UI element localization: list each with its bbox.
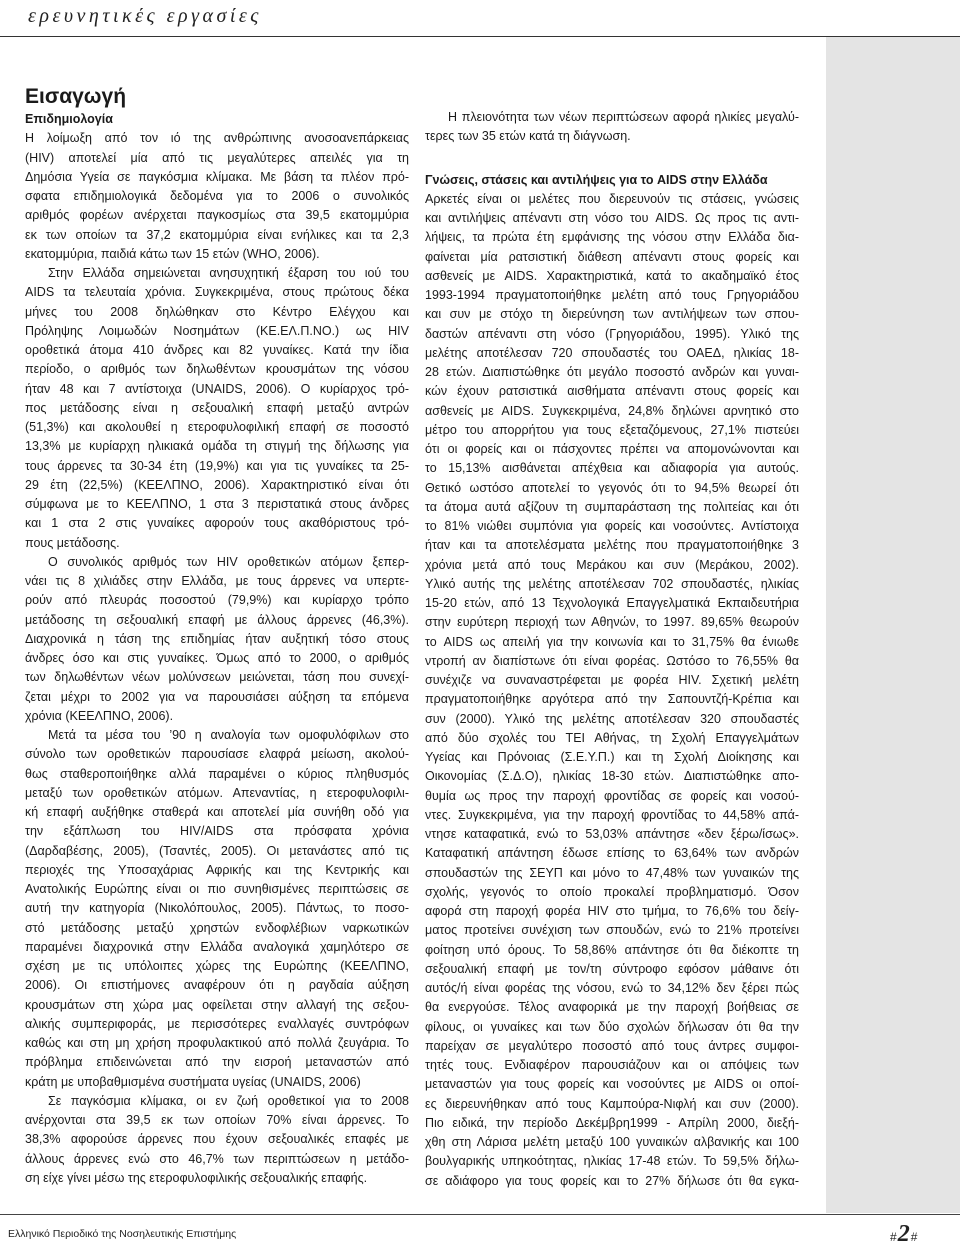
text-line: σύνολο των οροθετικών παρουσίασε ελαφρά μείωση, ακολού- — [25, 747, 409, 762]
paragraph — [25, 264, 409, 553]
text-line: και αντιλήψεις απέναντι στη νόσο του AIDS. Ως προς τις αντι- — [425, 211, 799, 225]
text-line: ασθενείς με AIDS. Χαρακτηριστικά, κατά το ακαδημαϊκό έτος — [425, 268, 799, 283]
text-line: θως σταθεροποιήθηκε αλλά παραμένει ο κύριος πληθυσμός — [25, 766, 409, 781]
text-line: αφορά στη παροχή φορέα HIV στο τμήμα, το 76,6% του δείγ- — [425, 904, 799, 918]
text-line: στό μετάδοσης μεταξύ χρηστών ενδοφλέβιων ναρκωτικών — [25, 920, 409, 935]
paragraph — [25, 1092, 409, 1188]
text-line: ση είχε γίνει μέσω της ετεροφυλοφιλικής σεξουαλικής επαφής. — [25, 1170, 368, 1185]
text-line: ανέρχονται στα 39,5 εκ των οποίων 70% είναι άρρενες. Το — [25, 1113, 409, 1127]
text-line: αυτή την κατηγορία (Νικολόπουλος, 2005). Πάντως, το ποσο- — [25, 901, 409, 916]
text-line: θα ενεργούσε. Τέλος αναφορικά με την παροχή βοήθειας σε — [425, 1000, 799, 1015]
text-line: 13,3% με κυρίαρχη ηλικιακά ομάδα τη στιγμή της δήλωσης για — [25, 439, 409, 454]
text-line: την εξάπλωση του HIV/AIDS στα πρόσφατα χρόνια — [25, 824, 409, 839]
text-line: 1993-1994 πραγματοποιήθηκε μελέτη από τους Γρηγοριάδου — [425, 288, 799, 302]
text-line: λήψεις, τα πρώτα έτη εμφάνισης της νόσου στην Ελλάδα δια- — [425, 230, 799, 245]
text-line: ασθενείς με AIDS. Συγκεκριμένα, 24,8% δηλώνει αρνητικό στο — [425, 403, 799, 418]
right-column — [425, 108, 799, 1191]
text-line: Ο συνολικός αριθμός των HIV οροθετικών ατόμων ξεπερ- — [48, 554, 409, 569]
text-line: δαστών απέναντι στη νόσο (Γρηγοριάδου, 1995). Υλικό της — [425, 326, 799, 341]
text-line: αριθμός φορέων ανέρχεται παγκοσμίως στα 39,5 εκατομμύρια — [25, 208, 409, 223]
text-line: μεταναστών για τους φορείς και νοσούντες με AIDS οι οποί- — [425, 1077, 799, 1092]
paragraph — [425, 190, 799, 1191]
section-running-head: ερευνητικές εργασίες — [28, 5, 262, 27]
text-line: (51,3%) και ακολουθεί η ετεροφυλοφιλική επαφή σε ποσοστό — [25, 420, 409, 434]
text-line: κών έχουν ρατσιστικά αισθήματα απέναντι στους φορείς και — [425, 384, 799, 399]
text-line: 38,3% αφορούσε άρρενες που έχουν σεξουαλικές επαφές με — [25, 1132, 409, 1147]
text-line: χρόνια μετά από τους Μεράκου και συν (Μεράκου, 2002). — [425, 557, 799, 572]
text-line: συνέχιζε να συναναστρέφεται με φορέα HIV. Σχετική μελέτη — [425, 673, 799, 687]
text-line: ντες. Συγκεκριμένα, για την παροχή φροντίδας το 44,58% απά- — [425, 807, 799, 822]
text-line: σύμφωνα με το ΚΕΕΛΠΝΟ, 1 στα 3 περιστατικά στους άνδρες — [25, 497, 409, 511]
text-line: Θετικό ωστόσο αποτελεί το γεγονός ότι το 94,5% θεωρεί ότι — [425, 480, 799, 495]
text-line: Υγείας και Πρόνοιας (Σ.Ε.Υ.Π.) και τη Σχολή Διοίκησης και — [425, 750, 799, 764]
paragraph — [425, 108, 799, 147]
text-line: 28 ετών. Διαπιστώθηκε ότι μεγάλο ποσοστό ανδρών και γυναι- — [425, 365, 799, 379]
text-line: από δύο σχολές του ΤΕΙ Αθήνας, τη Σχολή Επαγγελμάτων — [425, 730, 799, 745]
text-line: βουλγαρικής υπηκοότητας, ηλικίας 17-48 ετών. Το 59,5% δήλω- — [425, 1154, 799, 1169]
text-line: πους μετάδοσης. — [25, 535, 120, 550]
section-heading: Επιδημιολογία — [25, 112, 113, 126]
text-line: σχολής, γεγονός το οποίο προκαλεί προβληματισμό. Όσον — [425, 884, 799, 899]
text-line: μήνες του 2008 δηλώθηκαν στο Κέντρο Ελέγχου και — [25, 304, 409, 319]
text-line: Δημόσια Υγεία σε παγκόσμια κλίμακα. Με βάση τα πλέον πρό- — [25, 169, 409, 184]
text-line: ντησε καταφατικά, ενώ το 53,03% απάντησε «δεν ξέρω/ίσως». — [425, 827, 799, 841]
paragraph — [25, 553, 409, 726]
text-line: άλλους άρρενες ενώ στο 46,7% των περιπτώσεων η μετάδο- — [25, 1151, 409, 1166]
margin-band — [826, 37, 960, 1213]
text-line: άνδρες όσο και στις γυναίκες. Όμως από το 2000, ο αριθμός — [25, 651, 409, 665]
text-line: τητές τους. Ενδιαφέρον παρουσιάζουν και οι απόψεις των — [425, 1058, 799, 1072]
text-line: (Δαρδαβέσης, 2005), (Τσαντές, 2005). Οι μετανάστες από τις — [25, 843, 409, 858]
paragraph — [25, 726, 409, 1092]
header-rule — [0, 36, 960, 37]
text-line: πος μετάδοσης είναι η σεξουαλική επαφή μεταξύ αντρών — [25, 400, 409, 415]
text-line: αλικής συμπεριφοράς, με περισσότερες εναλλαγές συντρόφων — [25, 1016, 409, 1031]
text-line: και 1 στα 2 στις γυναίκες αφορούν τους ακαθόριστους τρό- — [25, 516, 409, 531]
text-line: και συν με στόχο τη διερεύνηση των αντιλήψεων των σπου- — [425, 307, 799, 322]
text-line: Καταφατική απάντηση έδωσε επίσης το 63,64% των ανδρών — [425, 846, 799, 861]
text-line: ζεται μέχρι το 2002 για να παρουσιάσει αύξηση τα επόμενα — [25, 689, 409, 704]
journal-name: Ελληνικό Περιοδικό της Νοσηλευτικής Επιστήμης — [8, 1228, 237, 1240]
text-line: σπουδαστών της ΣΕΥΠ και μόνο το 47,48% των γυναικών της — [425, 865, 799, 880]
text-line: σχέση με τις υπόλοιπες χώρες της Ευρώπης (ΚΕΕΛΠΝΟ, — [25, 959, 409, 973]
text-line: συν (2000). Υλικό της μελέτης αποτέλεσαν 320 σπουδαστές — [425, 711, 799, 726]
text-line: οροθετικά άτομα 410 άνδρες και 82 γυναίκες. Κατά την ίδια — [25, 343, 409, 357]
text-line: Η πλειονότητα των νέων περιπτώσεων αφορά ηλικίες μεγαλύ- — [448, 110, 799, 124]
text-line: ντροπή αν διαπίστωνε ότι είναι φορέας. Ωστόσο το 76,55% θα — [425, 653, 799, 668]
text-line: Μετά τα μέσα του ’90 η αναλογία των ομοφυλόφιλων στο — [48, 728, 409, 742]
text-section — [425, 108, 799, 147]
text-line: το 15,13% αισθάνεται απέχθεια και αδιαφορία για αυτούς. — [425, 461, 799, 476]
text-line: κή επαφή αυξήθηκε σταθερά και αποτελεί μία συνήθη οδό για — [25, 805, 409, 819]
text-line: ήταν και τα αποτελέσματα μελέτης που πραγματοποιήθηκε 3 — [425, 538, 799, 553]
text-line: Οικονομίας (Σ.Δ.Ο), ηλικίας 18-30 ετών. Διαπιστώθηκε απο- — [425, 769, 799, 784]
text-line: τερες των 35 ετών κατά τη διάγνωση. — [425, 129, 631, 144]
text-line: σφατα επιδημιολογικά δεδομένα για το 2006 ο συνολικός — [25, 189, 409, 203]
text-line: χθη στη Λάρισα μελέτη μεταξύ 100 γυναικών αλβανικής και 100 — [425, 1135, 799, 1149]
page-number-marker-left: # — [890, 1230, 897, 1244]
text-line: Υλικό αυτής της μελέτης αποτέλεσαν 702 σπουδαστές, ηλικίας — [425, 576, 799, 591]
text-line: πραγματοποιήθηκε αργότερα από την Σαπουντζή-Κρέπια και — [425, 692, 799, 707]
text-line: 2006). Οι επιστήμονες αναφέρουν ότι η ραγδαία αύξηση — [25, 978, 409, 993]
text-line: μετάδοσης τη σεξουαλική επαφή με άλλους άρρενες (46,3%). — [25, 612, 409, 627]
text-line: φαίνεται μία ρατσιστική διάθεση απέναντι στους φορείς και — [425, 249, 799, 264]
text-line: ότι οι φορείς και οι πάσχοντες πρέπει να απομονώνονται και — [425, 442, 799, 456]
text-line: Αρκετές είναι οι μελέτες που διερευνούν τις στάσεις, γνώσεις — [425, 191, 799, 206]
text-line: το 81% νιώθει συμπόνια για φορείς και νοσούντες. Αντίστοιχα — [425, 519, 799, 533]
text-line: Διαχρονικά η τάση της επιδημίας ήταν αυξητική τόσο στους — [25, 631, 409, 646]
text-line: το AIDS ως απειλή για την κοινωνία και το 31,75% θα ένιωθε — [425, 634, 799, 649]
text-line: τα άτομα αυτά αξίζουν τη συμπαράσταση της πολιτείας και ότι — [425, 499, 799, 514]
text-line: των δηλωθέντων νέων μολύνσεων μειώνεται, τάση που συνεχί- — [25, 670, 409, 685]
text-line: Η λοίμωξη από τον ιό της ανθρώπινης ανοσοανεπάρκειας — [25, 131, 409, 146]
section-heading: Γνώσεις, στάσεις και αντιλήψεις για το AIDS στην Ελλάδα — [425, 172, 768, 187]
text-line: φίλους, οι γυναίκες και των δύο σχολών δήλωσαν ότι θα την — [425, 1019, 799, 1034]
text-line: (HIV) αποτελεί μία από τις μεγαλύτερες απειλές για τη — [25, 150, 409, 165]
text-line: χρόνια (ΚΕΕΛΠΝΟ, 2006). — [25, 708, 174, 723]
text-line: Πιο ειδικά, την περίοδο Δεκέμβρη1999 - Απρίλη 2000, διεξή- — [425, 1115, 799, 1130]
text-line: θυμία ως προς την παροχή φροντίδας σε φορείς και νοσού- — [425, 788, 799, 803]
text-line: σεξουαλική επαφή με τον/τη σύντροφο εφόσον μάθαινε ότι — [425, 961, 799, 976]
page-number — [890, 1220, 917, 1251]
text-line: 15-20 ετών, από 13 Τεχνολογικά Επαγγελματικά Εκπαιδευτήρια — [425, 596, 799, 610]
text-line: καθώς και στη μη χρήση προφυλακτικού από πολλά ζευγάρια. Το — [25, 1036, 409, 1050]
text-line: ήταν 48 και 7 αντίστοιχα (UNAIDS, 2006). Ο κυρίαρχος τρό- — [25, 381, 409, 396]
page-number-marker-right: # — [910, 1230, 918, 1244]
text-line: ρούν από πλευράς ποσοστού (79,9%) και κυρίαρχο τρόπο — [25, 593, 409, 608]
page-number-value: 2 — [897, 1221, 910, 1247]
text-line: Σε παγκόσμια κλίμακα, οι εν ζωή οροθετικοί για το 2008 — [48, 1093, 409, 1108]
text-line: μελέτης αποτέλεσαν 720 σπουδαστές του ΟΑΕΔ, ηλικίας 18- — [425, 345, 799, 360]
text-line: φοίτηση υπό όρους. Το 58,86% απάντησε ότι θα διέκοπτε τη — [425, 942, 799, 957]
text-line: παραμένει διαχρονικά στην Ελλάδα αναλογικά χαμηλότερο σε — [25, 939, 409, 954]
text-line: μέτρο του απορρήτου για τους εξεταζόμενους, 27,1% πιστεύει — [425, 422, 799, 437]
text-line: ες διερευνήθηκαν από τους Καμπούρα-Νιφλή και συν (2000). — [425, 1096, 799, 1111]
text-line: περιοχές της Υποσαχάριας Αφρικής και της Κεντρικής και — [25, 862, 409, 877]
left-column — [25, 110, 409, 1188]
text-line: μεταξύ των οροθετικών ατόμων. Απεναντίας, η ετεροφυλοφιλι- — [25, 785, 409, 800]
article-title: Εισαγωγή — [25, 85, 127, 108]
paragraph — [25, 129, 409, 264]
text-line: εκ των οποίων τα 37,2 εκατομμύρια είναι ενήλικες και τα 2,3 — [25, 227, 409, 242]
text-line: εκατομμύρια, παιδιά κάτω των 15 ετών (WHO, 2006). — [25, 246, 320, 261]
text-line: κράτη με υποβαθμισμένα συστήματα υγείας (UNAIDS, 2006) — [25, 1074, 361, 1089]
text-line: Στην Ελλάδα σημειώνεται ανησυχητική έξαρση του ιού του — [48, 266, 409, 280]
text-line: πρόβλημα επιδεινώνεται από την εισροή μεταναστών από — [25, 1055, 409, 1070]
text-line: παρείχαν σε μεγαλύτερο ποσοστό από τους άντρες συμφοι- — [425, 1038, 799, 1053]
text-line: ματος προτείνει συνέχιση των σπουδών, ενώ το 21% προτείνει — [425, 923, 799, 938]
text-line: νάει τις 8 χιλιάδες στην Ελλάδα, με τους άρρενες να υπερτε- — [25, 574, 409, 588]
text-line: AIDS τα τελευταία χρόνια. Συγκεκριμένα, στους πρώτους δέκα — [25, 285, 409, 300]
text-line: σε αδιάφορο για τους φορείς και το 27% δήλωσε ότι θα εγκα- — [425, 1173, 799, 1188]
text-line: κρουσμάτων στη χώρα μας οφείλεται στην αλλαγή της σεξου- — [25, 997, 409, 1012]
text-section — [25, 110, 409, 1188]
text-line: περίοδο, ο αριθμός των δηλωθέντων κρουσμάτων της νόσου — [25, 362, 409, 377]
text-section — [425, 171, 799, 1191]
text-line: τους άρρενες τα 30-34 έτη (19,9%) και για τις γυναίκες τα 25- — [25, 458, 409, 473]
text-line: αυτός/ή είναι φορέας της νόσου, ενώ το 34,12% δεν ξέρει πώς — [425, 981, 799, 995]
text-line: 29 έτη (22,5%) (ΚΕΕΛΠΝΟ, 2006). Χαρακτηριστικό είναι ότι — [25, 477, 409, 492]
text-line: Πρόληψης Λοιμωδών Νοσημάτων (ΚΕ.ΕΛ.Π.ΝΟ.) ως HIV — [25, 323, 409, 338]
text-line: στην ευρύτερη περιοχή των Αθηνών, το 1997. 89,65% θεωρούν — [425, 615, 799, 630]
text-line: Ανατολικής Ευρώπης είναι οι πιο συνηθισμένες περιπτώσεις σε — [25, 882, 409, 896]
footer-rule — [0, 1214, 960, 1215]
